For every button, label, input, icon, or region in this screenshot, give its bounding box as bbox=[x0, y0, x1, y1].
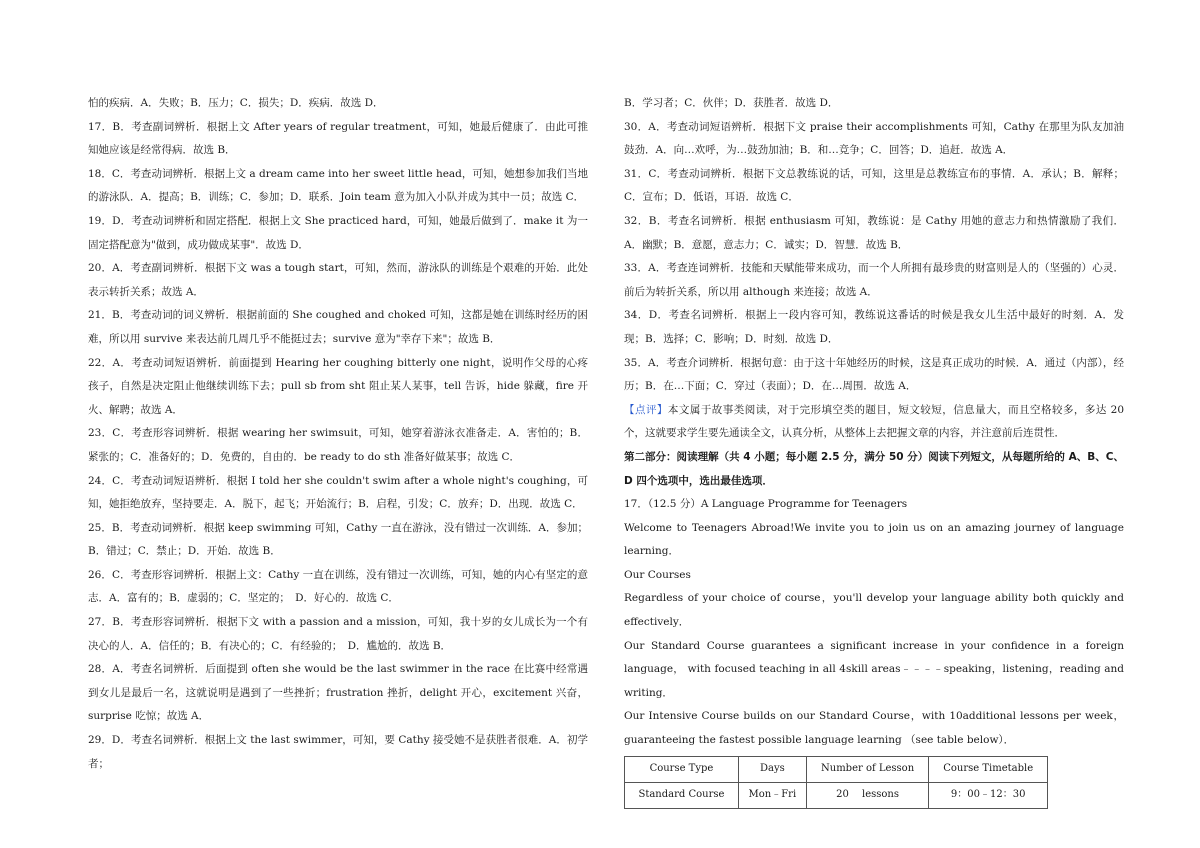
passage-paragraph: Our Standard Course guarantees a significant increase in your confidence in a foreign language， with focused teaching in all 4skill areas﹣﹣﹣﹣speaking，listening，reading and writing． bbox=[624, 639, 1124, 699]
comment-text: 本文属于故事类阅读，对于完形填空类的题目，短文较短，信息量大，而且空格较多，多达 20 个，这就要求学生要先通读全文，认真分析，从整体上去把握文章的内容，并注意前后连贯性． bbox=[624, 403, 1125, 440]
table-header-row bbox=[625, 756, 1048, 782]
table-header-cell: Days bbox=[738, 756, 806, 782]
answer-paragraph: 35．A．考查介词辨析．根据句意：由于这十年她经历的时候，这是真正成功的时候．A．通过（内部），经历；B．在…下面；C．穿过（表面）；D．在…周围．故选 A． bbox=[624, 356, 1124, 393]
answer-paragraph: 18．C．考查动词辨析．根据上文 a dream came into her sweet little head，可知，她想参加我们当地的游泳队．A．提高；B．训练；C．参加；D．联系．Join team 意为加入小队并成为其中一员；故选 C． bbox=[88, 167, 588, 204]
answer-paragraph: 32．B．考查名词辨析．根据 enthusiasm 可知，教练说：是 Cathy 用她的意志力和热情激励了我们．A．幽默；B．意愿，意志力；C．诚实；D．智慧．故选 B． bbox=[624, 214, 1124, 251]
answer-paragraph: 33．A．考查连词辨析．技能和天赋能带来成功，而一个人所拥有最珍贵的财富则是人的（坚强的）心灵．前后为转折关系，所以用 although 来连接；故选 A． bbox=[624, 262, 1124, 298]
answer-paragraph: 30．A．考查动词短语辨析．根据下文 praise their accomplishments 可知，Cathy 在那里为队友加油鼓劲．A．向…欢呼，为…鼓劲加油；B．和…竞争；C．回答；D．追赶．故选 A． bbox=[624, 120, 1124, 157]
course-table bbox=[624, 756, 1048, 809]
answer-paragraph: 24．C．考查动词短语辨析．根据 I told her she couldn't swim after a whole night's coughing，可知，她拒绝放弃，坚持要走．A．脱下，起飞；开始流行；B．启程，引发；C．放弃；D．出现．故选 C． bbox=[88, 474, 588, 511]
section-heading: 第二部分：阅读理解（共 4 小题；每小题 2.5 分，满分 50 分）阅读下列短文，从每题所给的 A、B、C、D 四个选项中，选出最佳选项． bbox=[624, 450, 1124, 487]
table-cell: Mon﹣Fri bbox=[738, 782, 806, 808]
answer-paragraph: 34．D．考查名词辨析．根据上一段内容可知，教练说这番话的时候是我女儿生活中最好的时刻．A．发现；B．选择；C．影响；D．时刻．故选 D． bbox=[624, 309, 1124, 345]
answer-paragraph: 29．D．考查名词辨析．根据上文 the last swimmer，可知，要 Cathy 接受她不是获胜者很难．A．初学者； bbox=[88, 734, 588, 770]
answer-paragraph: 22．A．考查动词短语辨析．前面提到 Hearing her coughing bitterly one night，说明作父母的心疼孩子，自然是决定阻止他继续训练下去；pull sb from sht 阻止某人某事，tell 告诉，hide 躲藏，fire 开火、解聘；故选 A． bbox=[88, 356, 588, 416]
passage-paragraph: Welcome to Teenagers Abroad!We invite you to join us on an amazing journey of language learning． bbox=[624, 521, 1124, 558]
passage-paragraph: Regardless of your choice of course，you'll develop your language ability both quickly and effectively． bbox=[624, 592, 1124, 629]
comment-tag: 【点评】 bbox=[624, 403, 668, 416]
answer-paragraph: 21．B．考查动词的词义辨析．根据前面的 She coughed and choked 可知，这都是她在训练时经历的困难，所以用 survive 来表达前几周几乎不能挺过去；survive 意为"幸存下来"；故选 B． bbox=[88, 309, 588, 345]
answer-paragraph: 17．B．考查副词辨析．根据上文 After years of regular treatment，可知，她最后健康了．由此可推知她应该是经常得病．故选 B． bbox=[88, 120, 588, 157]
table-cell: 20 lessons bbox=[806, 782, 929, 808]
answer-paragraph: 20．A．考查副词辨析．根据下文 was a tough start，可知，然而，游泳队的训练是个艰难的开始．此处表示转折关系；故选 A． bbox=[88, 262, 588, 298]
right-column bbox=[624, 92, 1124, 809]
table-cell: Standard Course bbox=[625, 782, 739, 808]
passage-paragraph: Our Intensive Course builds on our Standard Course，with 10additional lessons per week，guaranteeing the fastest possible language learning （see table below）． bbox=[624, 710, 1124, 747]
table-row bbox=[625, 782, 1048, 808]
passage-heading: Our Courses bbox=[624, 568, 691, 581]
left-column bbox=[88, 92, 588, 776]
answer-paragraph: 25．B．考查动词辨析．根据 keep swimming 可知，Cathy 一直在游泳，没有错过一次训练．A．参加；B．错过；C．禁止；D．开始．故选 B． bbox=[88, 521, 588, 558]
comment-paragraph bbox=[624, 399, 1124, 446]
table-cell: 9：00﹣12：30 bbox=[929, 782, 1048, 808]
table-header-cell: Number of Lesson bbox=[806, 756, 929, 782]
answer-paragraph: B．学习者；C．伙伴；D．获胜者．故选 D． bbox=[624, 97, 839, 109]
answer-paragraph: 26．C．考查形容词辨析．根据上文：Cathy 一直在训练，没有错过一次训练，可知，她的内心有坚定的意志．A．富有的；B．虚弱的；C．坚定的； D．好心的．故选 C． bbox=[88, 568, 588, 605]
answer-paragraph: 19．D．考查动词辨析和固定搭配．根据上文 She practiced hard，可知，她最后做到了．make it 为一固定搭配意为"做到，成功做成某事"．故选 D． bbox=[88, 214, 588, 251]
table-header-cell: Course Timetable bbox=[929, 756, 1048, 782]
answer-paragraph: 31．C．考查动词辨析．根据下文总教练说的话，可知，这里是总教练宣布的事情．A．承认；B．解释；C．宣布；D．低语，耳语．故选 C． bbox=[624, 167, 1124, 204]
answer-paragraph: 23．C．考查形容词辨析．根据 wearing her swimsuit，可知，她穿着游泳衣准备走．A．害怕的；B．紧张的；C．准备好的；D．免费的，自由的．be ready to do sth 准备好做某事；故选 C． bbox=[88, 427, 588, 463]
answer-paragraph: 28．A．考查名词辨析．后面提到 often she would be the last swimmer in the race 在比赛中经常遇到女儿是最后一名，这就说明是遇到了一些挫折；frustration 挫折，delight 开心，excitement 兴奋，surprise 吃惊；故选 A． bbox=[88, 663, 588, 723]
table-header-cell: Course Type bbox=[625, 756, 739, 782]
answer-paragraph: 怕的疾病．A．失败；B．压力；C．损失；D．疾病．故选 D． bbox=[88, 97, 384, 109]
question-title: 17．（12.5 分）A Language Programme for Teenagers bbox=[624, 498, 908, 511]
answer-paragraph: 27．B．考查形容词辨析．根据下文 with a passion and a mission，可知，我十岁的女儿成长为一个有决心的人．A．信任的；B．有决心的；C．有经验的； D．尴尬的．故选 B． bbox=[88, 616, 588, 652]
